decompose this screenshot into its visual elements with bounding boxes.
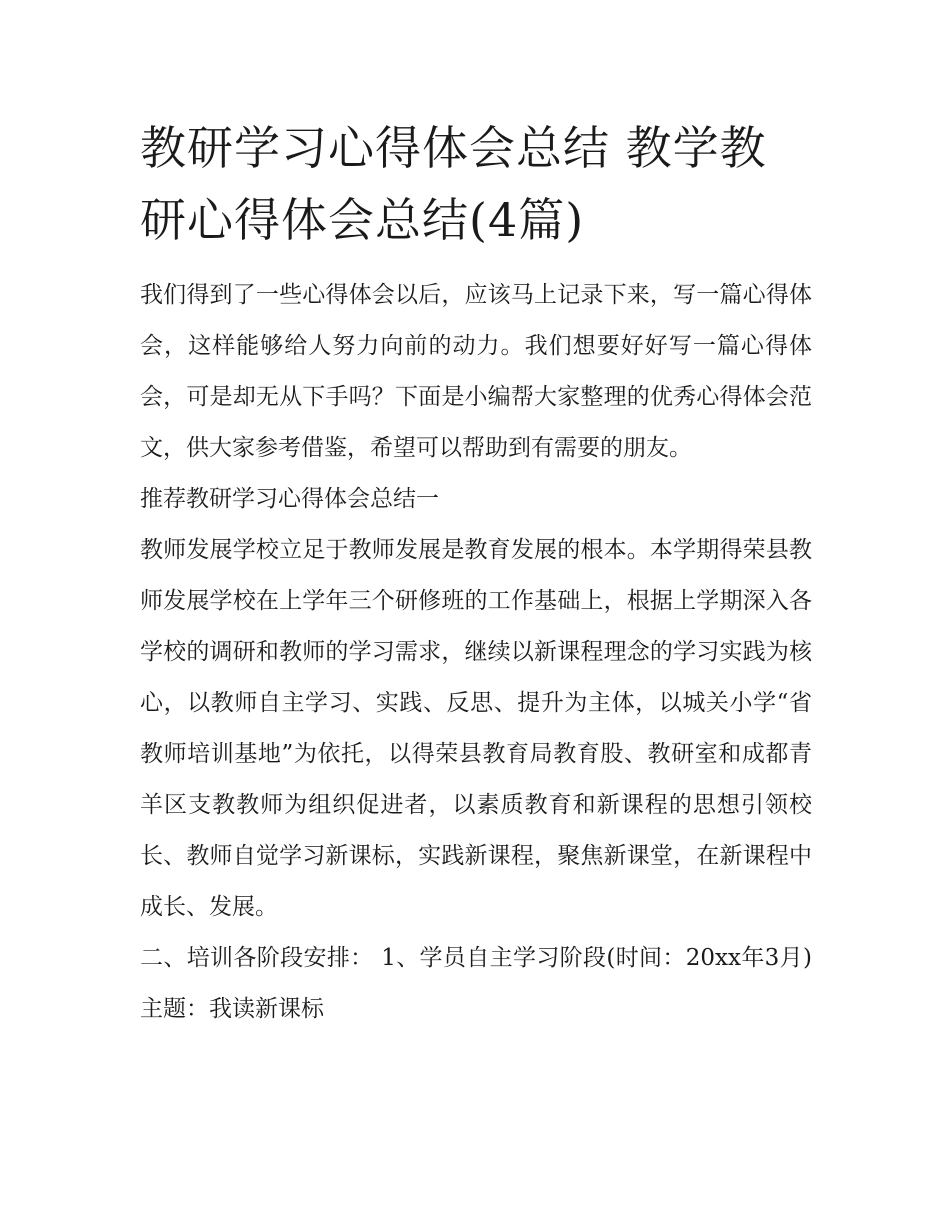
document-page bbox=[140, 112, 812, 1035]
intro-paragraph: 我们得到了一些心得体会以后，应该马上记录下来，写一篇心得体会，这样能够给人努力向前的动力。我们想要好好写一篇心得体会，可是却无从下手吗？下面是小编帮大家整理的优秀心得体会范文，供大家参考借鉴，希望可以帮助到有需要的朋友。 bbox=[140, 282, 812, 461]
section-heading: 推荐教研学习心得体会总结一 bbox=[140, 486, 439, 512]
schedule-paragraph: 二、培训各阶段安排： 1、学员自主学习阶段(时间：20xx年3月) 主题：我读新课标 bbox=[140, 945, 812, 1022]
document-title: 教研学习心得体会总结 教学教研心得体会总结(4篇) bbox=[140, 121, 767, 247]
body-paragraph: 教师发展学校立足于教师发展是教育发展的根本。本学期得荣县教师发展学校在上学年三个研修班的工作基础上，根据上学期深入各学校的调研和教师的学习需求，继续以新课程理念的学习实践为核心，以教师自主学习、实践、反思、提升为主体，以城关小学“省教师培训基地”为依托，以得荣县教育局教育股、教研室和成都青羊区支教教师为组织促进者，以素质教育和新课程的思想引领校长、教师自觉学习新课标，实践新课程，聚焦新课堂，在新课程中成长、发展。 bbox=[140, 537, 812, 920]
